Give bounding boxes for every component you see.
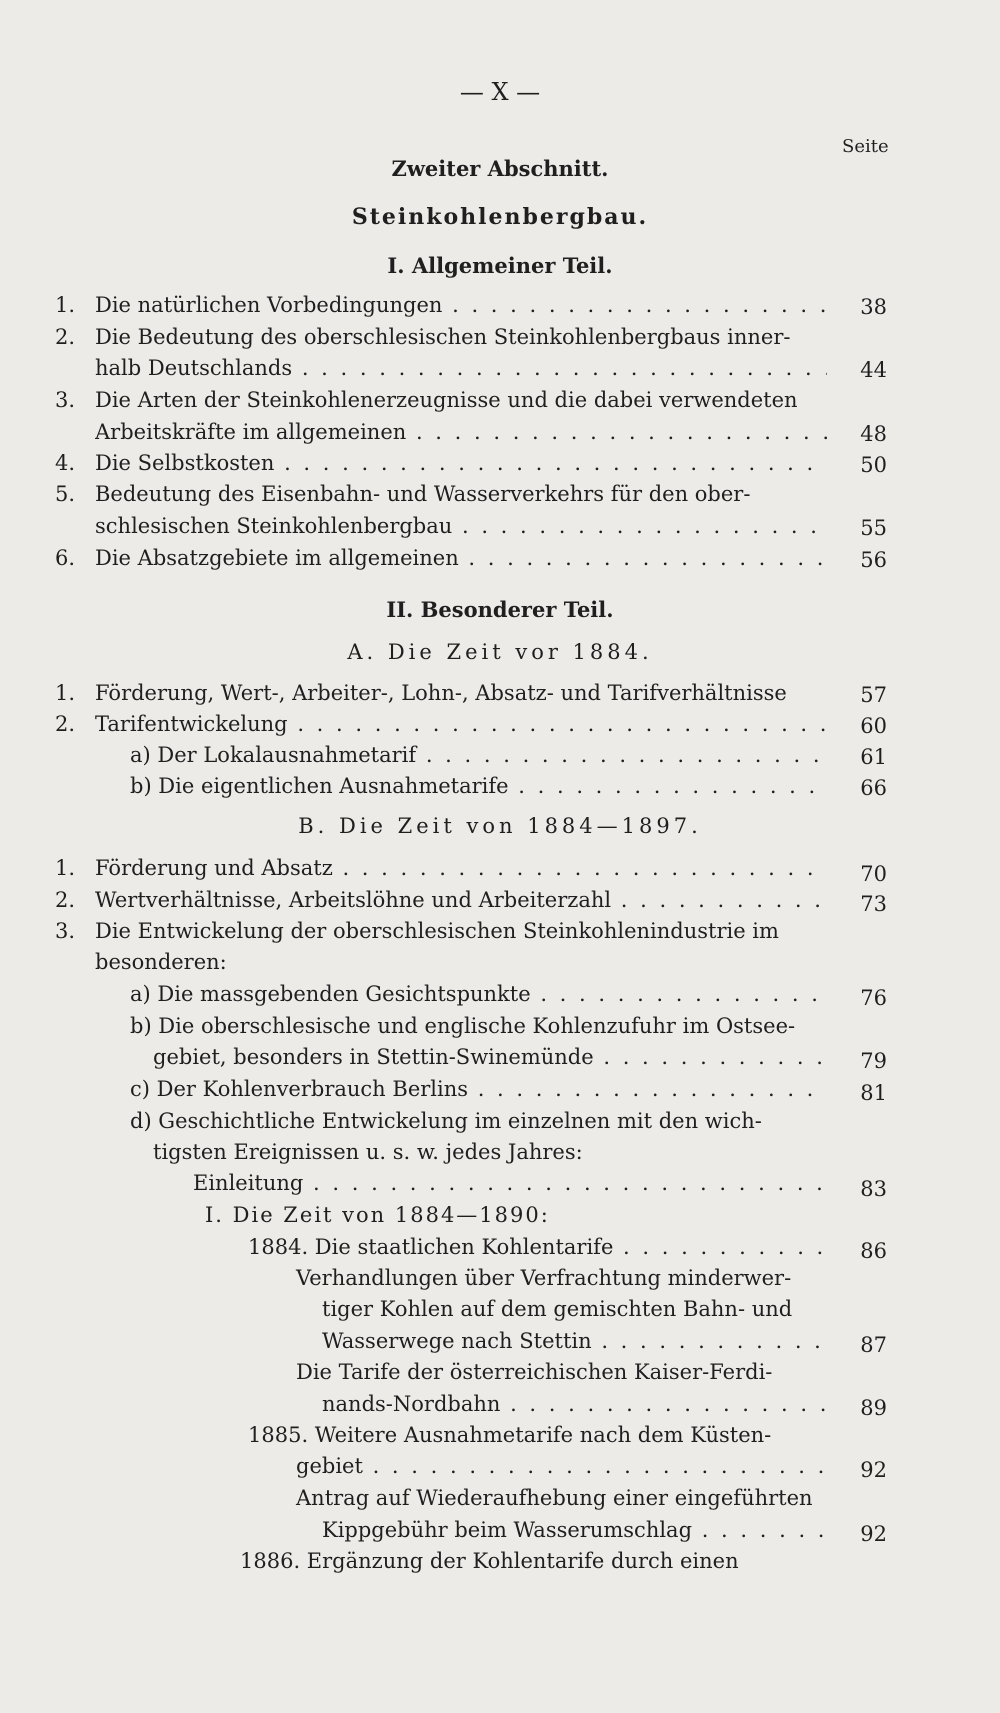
subsection-b-title: B. Die Zeit von 1884—1897.: [298, 814, 702, 838]
part2-title: II. Besonderer Teil.: [386, 597, 614, 622]
book-page: — X — Seite Zweiter Abschnitt. Steinkohlenbergbau. I. Allgemeiner Teil. 1. Die natürlichen Vorbedingungen . . . 38 2. Die Bedeutung des oberschlesischen Steinkohlenbergbaus inner- halb Deutschlands . . . 44 3. Die Arten der Steinkohlenerzeugnisse und die dabei verwendeten Arbeitskräfte im allgemeinen . . . 48 4. Die Selbstkosten . . . 50 5. Bedeutung des Eisenbahn- und Wasserverkehrs für den ober- schlesischen Steinkohlenbergbau . . . 55 6. Die Absatzgebiete im allgemeinen . . . 56 II. Besonderer Teil. A. Die Zeit vor 1884. 1. Förderung, Wert-, Arbeiter-, Lohn-, Absatz- und Tarifverhältnisse 57 2. Tarifentwickelung . . . 60 a) Der Lokalausnahmetarif . . . 61 b) Die eigentlichen Ausnahmetarife . . . 66 B. Die Zeit von 1884—1897. 1. Förderung und Absatz . . . 70 2. Wertverhältnisse, Arbeitslöhne und Arbeiterzahl . . . 73 3. Die Entwickelung der oberschlesischen Steinkohlenindustrie im besonderen: a) Die massgebenden Gesichtspunkte . . . 76 b) Die oberschlesische und englische Kohlenzufuhr im Ostsee- gebiet, besonders in Stettin-Swinemünde . . . 79 c) Der Kohlenverbrauch Berlins . . . 81 d) Geschichtliche Entwickelung im einzelnen mit den wich- tigsten Ereignissen u. s. w. jedes Jahres: Einleitung . . . 83 I. Die Zeit von 1884—1890: 1884. Die staatlichen Kohlentarife . . . 86 Verhandlungen über Verfrachtung minderwer- tiger Kohlen auf dem gemischten Bahn- und Wasserwege nach Stettin . . . 87 Die Tarife der österreichischen Kaiser-Ferdi- nands-Nordbahn . . . 89 1885. Weitere Ausnahmetarife nach dem Küsten- gebiet . . . 92 Antrag auf Wiederaufhebung einer eingeführten Kippgebühr beim Wasserumschlag . . . 92 1886. Ergänzung der Kohlentarife durch einen: [0, 0, 1000, 1713]
seite-label: Seite: [842, 136, 889, 157]
main-title: Steinkohlenbergbau.: [351, 204, 649, 230]
subsection-a-title: A. Die Zeit vor 1884.: [347, 640, 653, 664]
section-title: Zweiter Abschnitt.: [391, 156, 609, 181]
part1-title: I. Allgemeiner Teil.: [387, 253, 613, 278]
page-header: — X —: [459, 78, 541, 106]
